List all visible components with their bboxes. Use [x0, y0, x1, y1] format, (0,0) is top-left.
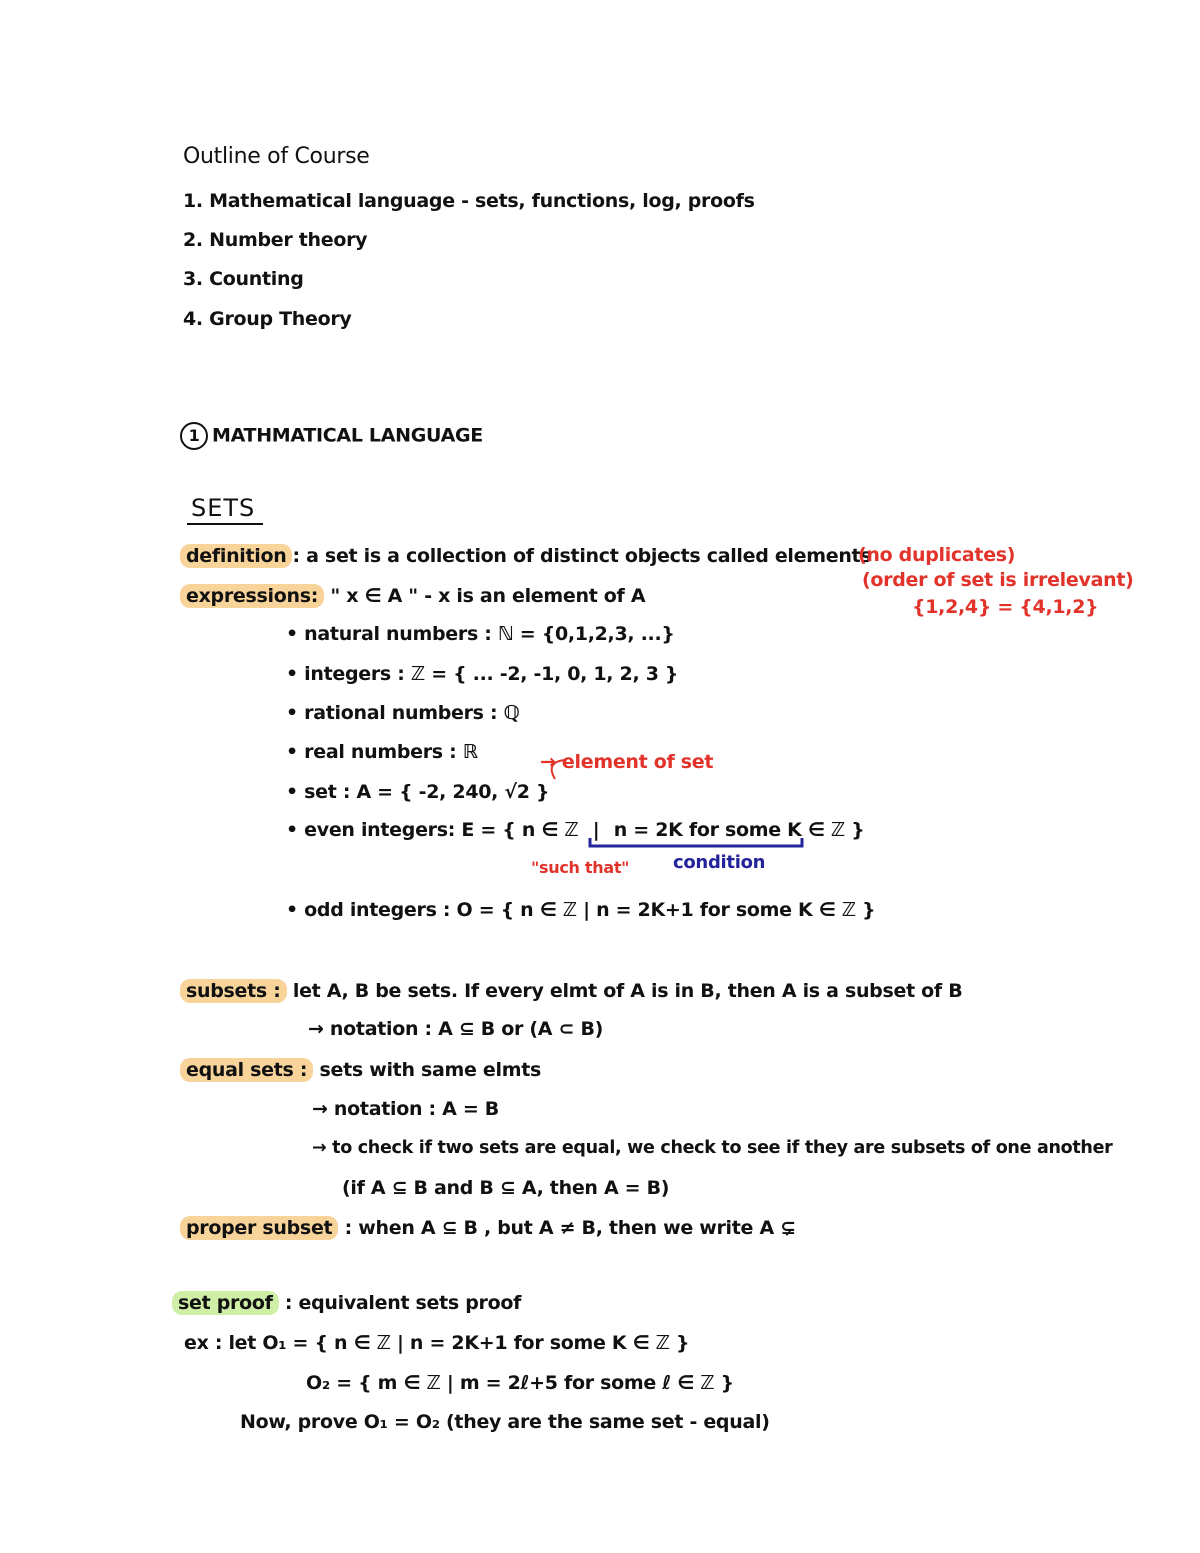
integers: • integers : ℤ = { ... -2, -1, 0, 1, 2, 3 }: [286, 663, 679, 685]
set-proof-example-line3: Now, prove O₁ = O₂ (they are the same set - equal): [240, 1411, 770, 1433]
definition-text: : a set is a collection of distinct objects called elements: [292, 545, 872, 567]
note-order-example: {1,2,4} = {4,1,2}: [912, 596, 1099, 618]
section-title: MATHMATICAL LANGUAGE: [212, 424, 483, 447]
note-no-duplicates: (no duplicates): [858, 544, 1016, 566]
proper-subset-label: proper subset: [180, 1216, 338, 1240]
equal-sets-check: → to check if two sets are equal, we check to see if they are subsets of one another: [312, 1138, 1113, 1158]
such-that-label: "such that": [531, 858, 630, 877]
condition-label: condition: [673, 852, 766, 873]
note-order-irrelevant: (order of set is irrelevant): [862, 569, 1134, 591]
subsets-line: [180, 980, 962, 1002]
element-of-set-note: → element of set: [540, 751, 714, 773]
proper-subset-text: : when A ⊆ B , but A ≠ B, then we write A ⊊: [344, 1217, 796, 1239]
equal-sets-line: [180, 1059, 541, 1081]
equal-sets-text: sets with same elmts: [319, 1059, 542, 1081]
natural-numbers: • natural numbers : ℕ = {0,1,2,3, ...}: [286, 623, 675, 645]
set-proof-line: [172, 1292, 521, 1314]
real-numbers: • real numbers : ℝ: [286, 741, 478, 763]
equal-sets-check-detail: (if A ⊆ B and B ⊆ A, then A = B): [342, 1177, 670, 1199]
condition-bracket: [590, 838, 802, 846]
set-proof-example-line2: O₂ = { m ∈ ℤ | m = 2ℓ+5 for some ℓ ∈ ℤ }: [306, 1372, 734, 1394]
set-proof-example-line1: ex : let O₁ = { n ∈ ℤ | n = 2K+1 for some K ∈ ℤ }: [184, 1332, 690, 1354]
odd-integers: • odd integers : O = { n ∈ ℤ | n = 2K+1 for some K ∈ ℤ }: [286, 899, 876, 921]
even-close: }: [851, 819, 865, 841]
set-proof-label: set proof: [172, 1291, 279, 1315]
outline-item-4: 4. Group Theory: [183, 308, 352, 330]
equal-sets-label: equal sets :: [180, 1058, 313, 1082]
set-example: • set : A = { -2, 240, √2 }: [286, 781, 550, 803]
set-proof-text: : equivalent sets proof: [284, 1292, 522, 1314]
outline-title: Outline of Course: [183, 144, 370, 169]
rational-numbers: • rational numbers : ℚ: [286, 702, 520, 724]
subsets-text: let A, B be sets. If every elmt of A is in B, then A is a subset of B: [292, 980, 963, 1002]
even-prefix: • even integers: E = { n ∈ ℤ: [286, 819, 579, 841]
expressions-label: expressions:: [180, 584, 324, 608]
element-arrow: [552, 760, 565, 779]
subsets-notation: → notation : A ⊆ B or (A ⊂ B): [308, 1018, 604, 1040]
expressions-text: " x ∈ A " - x is an element of A: [330, 585, 646, 607]
outline-item-1: 1. Mathematical language - sets, functions, log, proofs: [183, 190, 755, 212]
proper-subset-line: [180, 1217, 796, 1239]
outline-item-3: 3. Counting: [183, 268, 304, 290]
outline-item-2: 2. Number theory: [183, 229, 368, 251]
sets-heading: SETS: [191, 494, 256, 522]
definition-label: definition: [180, 544, 292, 568]
section-number-circle: 1: [180, 422, 208, 450]
even-condition: n = 2K for some K ∈ ℤ: [613, 819, 845, 841]
equal-sets-notation: → notation : A = B: [312, 1098, 499, 1120]
even-such-that-bar: |: [592, 819, 600, 841]
subsets-label: subsets :: [180, 979, 287, 1003]
